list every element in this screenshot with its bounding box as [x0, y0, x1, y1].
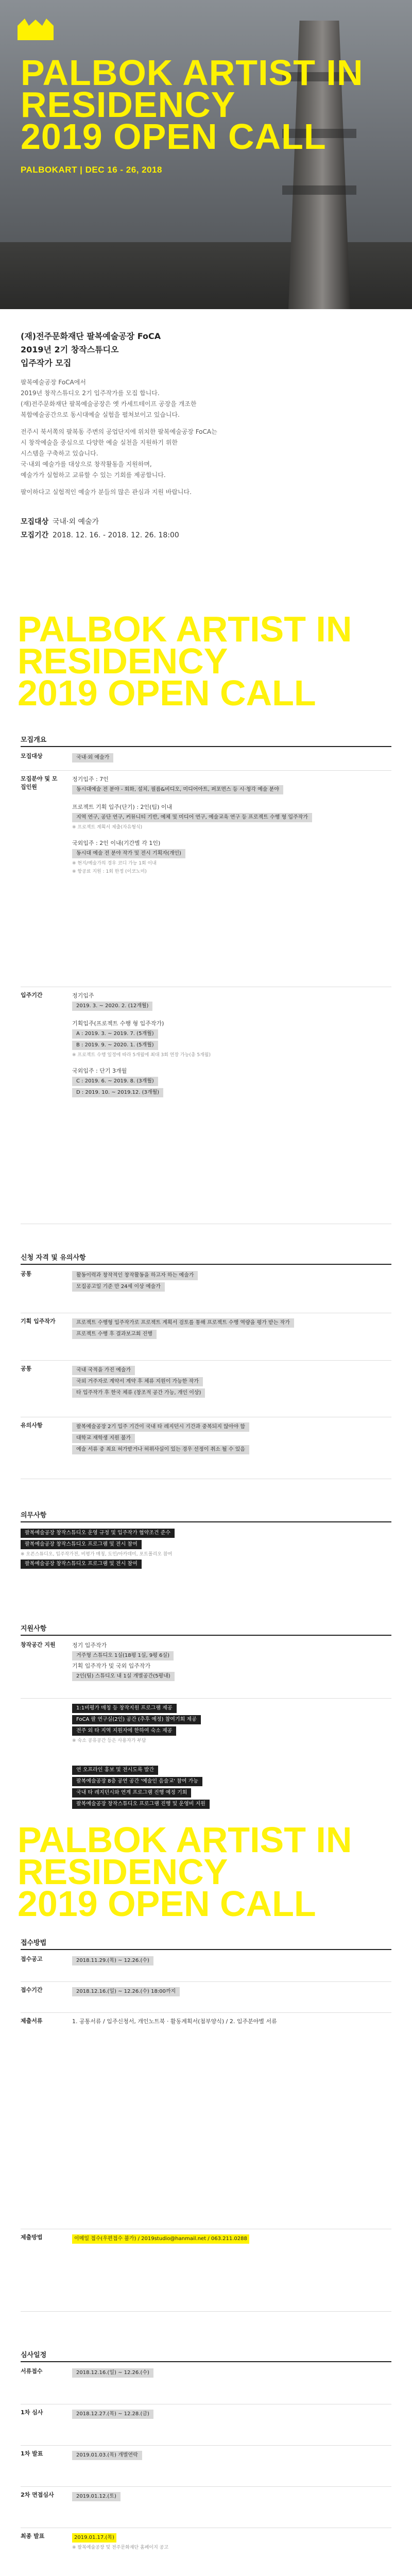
table-row [21, 2229, 391, 2312]
row-value [72, 991, 381, 1098]
value-note: ※ 현지/예술가의 경우 코디 가능 1회 이내 [72, 861, 157, 866]
intro-body-line: 예술가가 실험하고 교류할 수 있는 기회를 제공합니다. [21, 471, 166, 479]
value-pill: 거주형 스튜디오 1실(18평 1실, 9평 6실) [72, 1651, 174, 1660]
duty-items [21, 1528, 330, 1570]
table-row [21, 1361, 391, 1417]
row-key: 공통 [21, 1270, 32, 1277]
table-row [21, 1760, 391, 1822]
intro-heading-line: (재)전주문화재단 팔복예술공장 FoCA [21, 331, 161, 341]
value-pill: 2018.12.16.(일) ~ 12.26.(수) 18:00까지 [72, 1987, 180, 1996]
value-line: 정기입주 : 7인 [72, 776, 109, 783]
row-value [72, 2409, 381, 2420]
value-pill: 전주 외 타 지역 지원자에 한하여 숙소 제공 [72, 1726, 176, 1736]
value-pill: 예술 서류 중 최요 허가받거나 허위사실이 있는 경우 선정이 취소 될 수 있음 [72, 1445, 249, 1454]
value-pill: 2018.11.29.(목) ~ 12.26.(수) [72, 1956, 153, 1965]
table-row [21, 748, 391, 771]
duty-item: 팔복예술공장 창작스튜디오 운영 규정 및 입주작가 협약조건 준수 [21, 1529, 175, 1538]
value-pill: 대학교 재학생 지원 불가 [72, 1434, 135, 1443]
value-pill: 2018.12.27.(목) ~ 12.28.(금) [72, 2410, 153, 2419]
row-key: 입주기간 [21, 992, 43, 998]
foca-logo-icon [18, 19, 54, 40]
row-key: 공통 [21, 1365, 32, 1372]
meta-key: 모집대상 [21, 518, 49, 526]
ghost-title-line: PALBOK ARTIST IN [18, 1820, 352, 1860]
row-key: 접수기간 [21, 1987, 43, 1993]
row-value [72, 2450, 381, 2461]
row-value [72, 1703, 381, 1745]
hero-title-line: PALBOK ARTIST IN [21, 53, 364, 93]
intro-body [21, 377, 391, 498]
intro-spacer [21, 481, 391, 487]
ghost-title-line: 2019 OPEN CALL [18, 1884, 316, 1924]
table-row [21, 1951, 391, 1982]
value-pill: 2019.01.17.(목) [72, 2533, 116, 2543]
intro-heading-line: 2019년 2기 창작스튜디오 [21, 345, 119, 354]
section-rule [21, 1264, 391, 1265]
row-value [72, 2233, 381, 2245]
value-pill: 동시대예술 전 분야 - 회화, 설치, 필름&비디오, 미디어아트, 퍼포먼스 등 시·청각 예술 분야 [72, 785, 283, 794]
value-pill: 2019. 3. ~ 2020. 2. (12개월) [72, 1002, 152, 1011]
value-note: ※ 숙소 공유공간 등은 사용자가 부담 [72, 1738, 146, 1743]
duty-item: 팔복예술공장 창작스튜디오 프로그램 및 전시 참여 [21, 1540, 142, 1549]
row-value [72, 1421, 381, 1455]
table-row [21, 1637, 391, 1699]
chimney-band [282, 185, 356, 195]
meta-key: 모집기간 [21, 531, 49, 539]
value-pill: 2인(팀) 스튜디오 내 1실 개별공간(5평내) [72, 1672, 175, 1681]
row-value [72, 1955, 381, 1967]
row-value [72, 2532, 381, 2552]
ghost-title [18, 609, 352, 713]
duty-note: ※ 오픈스튜디오, 입주작가전, 비평가 매칭, 도민/아카데미, 포트폴리오 참여 [21, 1552, 173, 1557]
table-row [21, 1699, 391, 1760]
section-rule [21, 2361, 391, 2362]
ghost-title-line: RESIDENCY [18, 641, 228, 681]
apply-title: 접수방법 [21, 1939, 47, 1947]
row-key: 1차 발표 [21, 2450, 43, 2457]
schedule-title: 심사일정 [21, 2351, 47, 2359]
value-pill: 국외 거주자로 계약서 계약 후 체류 지원이 가능한 작가 [72, 1377, 203, 1386]
row-value [72, 1270, 381, 1293]
row-key: 최종 발표 [21, 2533, 45, 2539]
value-pill: 1:1비평가 매칭 등 창작지원 프로그램 제공 [72, 1704, 177, 1713]
value-pill: 지역 연구, 공단 연구, 커뮤니티 기반, 예체 및 미디어 연구, 예술교육 연구 등 프로젝트 수행 형 입주작가 [72, 813, 312, 822]
intro-body-line: 팔복예술공장 FoCA에서 [21, 379, 86, 386]
value-pill: FoCA 팔 연구실(2인) 공간 (추후 예정) 참여기회 제공 [72, 1715, 201, 1724]
value-note: ※ 팔복예술공장 및 전주문화재단 홈페이지 공고 [72, 2545, 169, 2550]
row-value [72, 752, 381, 764]
hero-title-line: 2019 OPEN CALL [21, 116, 327, 157]
intro-heading [21, 330, 391, 370]
intro-body-line: 국·내외 예술가를 대상으로 창작활동을 지원하며, [21, 461, 152, 468]
row-key: 모집분야 및 모집인원 [21, 775, 58, 790]
value-pill: 활동이력과 창작적인 창작활동을 하고자 하는 예술가 [72, 1271, 198, 1280]
row-value [72, 1317, 381, 1340]
value-note: ※ 프로젝트 계획서 제출(자유형식) [72, 825, 143, 830]
intro-heading-line: 입주작가 모집 [21, 358, 72, 368]
meta-value: 2018. 12. 16. - 2018. 12. 26. 18:00 [53, 531, 179, 539]
row-value [72, 1986, 381, 1997]
row-key: 제출서류 [21, 2018, 43, 2024]
value-pill: A : 2019. 3. ~ 2019. 7. (5개월) [72, 1029, 158, 1039]
value-pill: 팔복예술공장 8층 공연 공간 '예술인 음술교' 참여 가능 [72, 1777, 202, 1786]
ghost-title-line: 2019 OPEN CALL [18, 673, 316, 713]
value-pill: 2018.12.16.(일) ~ 12.26.(수) [72, 2368, 153, 2378]
intro-section [21, 330, 391, 498]
row-value [72, 2367, 381, 2379]
section-rule [21, 1949, 391, 1950]
table-row [21, 771, 391, 987]
row-value [72, 775, 381, 876]
row-value [72, 1765, 381, 1810]
duty-item: 팔복예술공장 창작스튜디오 프로그램 및 전시 참여 [21, 1560, 142, 1569]
value-line: 기획 입주작가 및 국외 입주작가 [72, 1663, 151, 1669]
intro-body-line: 시스템을 구축하고 있습니다. [21, 450, 98, 457]
value-pill: 타 입주작가 후 한국 체류 (창조적 공간 가능, 개인 이상) [72, 1388, 205, 1398]
value-pill: C : 2019. 6. ~ 2019. 8. (3개월) [72, 1077, 158, 1086]
intro-body-line: (재)전주문화재단 팔복예술공장은 옛 카세트테이프 공장을 개조한 [21, 400, 197, 408]
row-value [72, 1641, 381, 1682]
qualify-title: 신청 자격 및 유의사항 [21, 1254, 86, 1262]
value-pill: 연 오프라인 홍보 및 전시도록 발간 [72, 1766, 158, 1775]
value-pill: D : 2019. 10. ~ 2019.12. (3개월) [72, 1088, 163, 1097]
duty-list [21, 1523, 391, 1596]
value-pill: 국내·외 예술가 [72, 753, 113, 762]
table-row [21, 2363, 391, 2404]
value-pill: B : 2019. 9. ~ 2020. 1. (5개월) [72, 1041, 158, 1050]
value-note: ※ 항공료 지원 : 1회 한정 (이코노미) [72, 869, 147, 874]
table-row [21, 1313, 391, 1361]
support-title: 지원사항 [21, 1625, 47, 1633]
row-key: 2차 면접심사 [21, 2492, 54, 2498]
table-row [21, 2404, 391, 2446]
hero-banner [0, 0, 412, 309]
value-pill: 이메일 접수(우편접수 불가) / 2019studio@hanmail.net / 063.211.0288 [72, 2234, 249, 2244]
meta-row [21, 515, 391, 529]
value-pill: 팔복예술공장 2기 입주 기간이 국내 타 레지던시 기간과 중복되지 않아야 함 [72, 1422, 249, 1432]
table-row [21, 2446, 391, 2487]
table-row [21, 2528, 391, 2576]
row-key: 1차 심사 [21, 2409, 43, 2416]
ghost-title-line: RESIDENCY [18, 1852, 228, 1892]
intro-spacer [21, 420, 391, 427]
value-pill: 동시대 예술 전 분야 작가 및 전시 기획자(개인) [72, 849, 185, 858]
ghost-title-line: PALBOK ARTIST IN [18, 609, 352, 649]
row-value [72, 2017, 381, 2026]
table-row [21, 2487, 391, 2528]
value-pill: 팔복예술공장 창작스튜디오 프로그램 진행 및 운영비 지원 [72, 1800, 210, 1809]
intro-body-line: 팔이하다고 실험적인 예술가 분들의 많은 관심과 지원 바랍니다. [21, 488, 192, 496]
meta-value: 국내·외 예술가 [53, 518, 99, 526]
ghost-title [18, 1820, 352, 1924]
value-line: 1. 공통서류 / 입주신청서, 개인노트북 · 활동계획서(첨부양식) / 2. 입주분야별 서류 [72, 2018, 277, 2025]
table-row [21, 2013, 391, 2229]
intro-body-line: 복합예술공간으로 동시대예술 실험을 펼쳐보이고 있습니다. [21, 411, 180, 418]
table-row [21, 1266, 391, 1313]
row-key: 창작공간 지원 [21, 1641, 56, 1648]
value-pill: 프로젝트 수행형 입주작가로 프로젝트 계획서 검토를 통해 프로젝트 수행 역량을 평가 받는 작가 [72, 1318, 294, 1328]
value-pill: 2019.01.12.(토) [72, 2492, 121, 2501]
hero-title-line: RESIDENCY [21, 84, 236, 125]
section-rule [21, 1635, 391, 1636]
row-key: 모집대상 [21, 753, 43, 759]
value-line: 정기 입주작가 [72, 1642, 107, 1649]
recruit-meta [21, 515, 391, 542]
table-row [21, 1417, 391, 1479]
value-note: ※ 프로젝트 수행 일정에 따라 5개월에 최대 3회 연장 가능(총 5개월) [72, 1053, 211, 1058]
value-pill: 프로젝트 수행 후 결과보고회 진행 [72, 1330, 157, 1339]
row-key: 제출방법 [21, 2234, 43, 2241]
row-value [72, 1365, 381, 1399]
row-value [72, 2491, 381, 2502]
intro-body-line: 시 창작예술을 중심으로 다양한 예술 실천을 지원하기 위한 [21, 439, 178, 446]
hero-subtitle: PALBOKART | DEC 16 - 26, 2018 [21, 165, 162, 175]
duty-title: 의무사항 [21, 1512, 47, 1519]
value-pill: 모집공고일 기준 만 24세 이상 예술가 [72, 1282, 165, 1292]
value-pill: 2019.01.03.(목) 개별연락 [72, 2451, 142, 2460]
value-line: 기획입주(프로젝트 수행 형 입주작가) [72, 1020, 164, 1027]
value-pill: 국내 국적을 가진 예술가 [72, 1366, 135, 1375]
section-rule [21, 1521, 391, 1522]
recruit-title: 모집개요 [21, 736, 47, 744]
row-key: 서류접수 [21, 2368, 43, 2375]
row-key: 접수공고 [21, 1956, 43, 1962]
value-line: 정기입주 [72, 992, 94, 999]
hero-ground [0, 242, 412, 309]
section-rule [21, 746, 391, 747]
row-key: 유의사항 [21, 1422, 43, 1429]
meta-row [21, 529, 391, 542]
value-pill: 국내 타 레지던시와 연계 프로그램 진행 예정 기회 [72, 1788, 191, 1798]
intro-body-line: 전주시 북서쪽의 팔복동 주변의 공업단지에 위치한 팔복예술공장 FoCA는 [21, 428, 217, 435]
table-row [21, 1982, 391, 2013]
table-row [21, 987, 391, 1224]
value-line: 프로젝트 기획 입주(단기) : 2인(팀) 이내 [72, 804, 173, 810]
value-line: 국외입주 : 단기 3개월 [72, 1067, 127, 1074]
intro-body-line: 2019년 창작스튜디오 2기 입주작가를 모집 합니다. [21, 389, 160, 397]
row-key: 기획 입주작가 [21, 1318, 56, 1325]
hero-title [21, 53, 391, 157]
value-line: 국외입주 : 2인 이내(기간별 각 1인) [72, 840, 161, 846]
